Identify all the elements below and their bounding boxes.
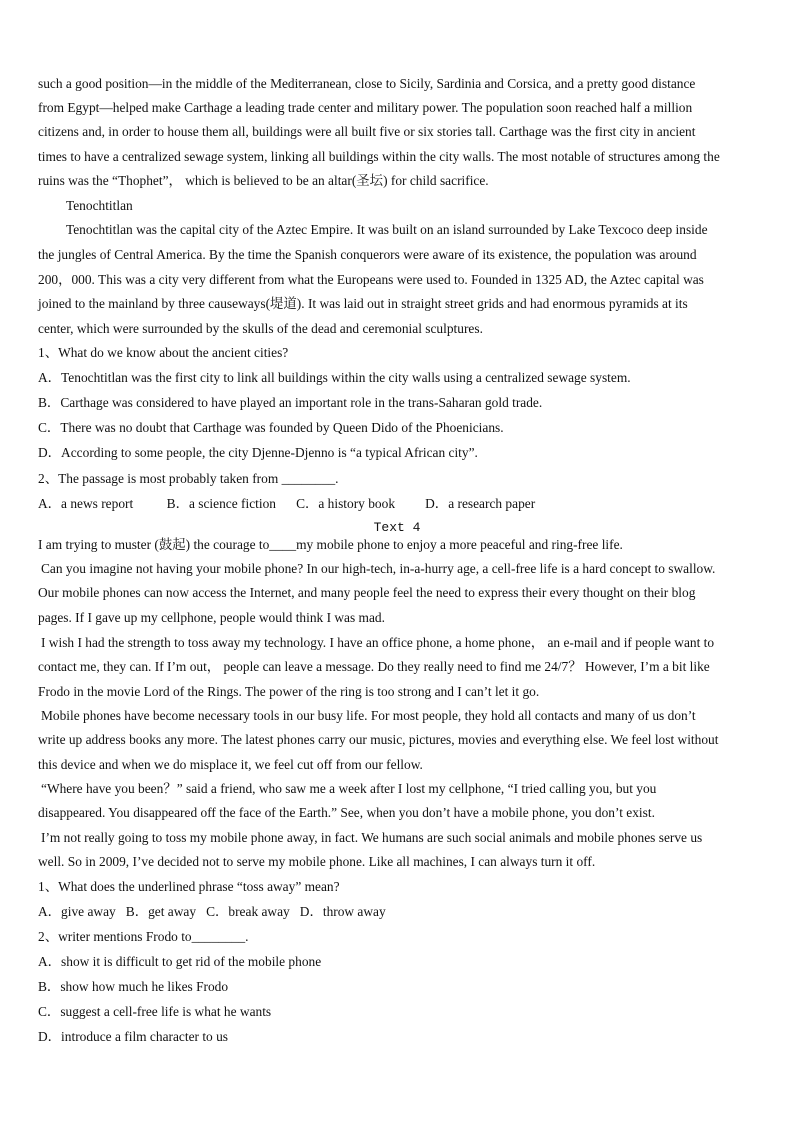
text-line: from Egypt—helped make Carthage a leading trade center and military power. The population soon reached half a million — [38, 100, 693, 115]
text-line: write up address books any more. The latest phones carry our music, pictures, movies and everything else. We feel lost without — [38, 732, 719, 747]
text-line: disappeared. You disappeared off the face of the Earth.” See, when you don’t have a mobile phone, you don’t exist. — [38, 805, 655, 820]
text-line: I am trying to muster (鼓起) the courage to____my mobile phone to enjoy a more peaceful and ring-free life. — [38, 537, 623, 552]
text-line: Frodo in the movie Lord of the Rings. The power of the ring is too strong and I can’t let it go. — [38, 684, 540, 699]
text-line: center, which were surrounded by the skulls of the dead and ceremonial sculptures. — [38, 321, 483, 336]
text-line: contact me, they can. If I’m out， people can leave a message. Do they really need to find me 24/7？ However, I’m a bit like — [38, 659, 710, 674]
text-line: the jungles of Central America. By the time the Spanish conquerors were aware of its existence, the population was around — [38, 247, 697, 262]
text-line: 2、The passage is most probably taken from ________. — [38, 471, 339, 486]
text-line: 1、What does the underlined phrase “toss away” mean? — [38, 879, 340, 894]
text-line: B．Carthage was considered to have played an important role in the trans-Saharan gold trade. — [38, 395, 543, 410]
text-line: this device and when we do misplace it, we feel cut off from our fellow. — [38, 757, 423, 772]
text-line: such a good position—in the middle of the Mediterranean, close to Sicily, Sardinia and Corsica, and a pretty good distance — [38, 76, 696, 91]
text-line: times to have a centralized sewage system, linking all buildings within the city walls. The most notable of structures among the — [38, 149, 720, 164]
text-line: Can you imagine not having your mobile phone? In our high-tech, in-a-hurry age, a cell-free life is a hard concept to swallow. — [41, 561, 716, 576]
text-line: 1、What do we know about the ancient cities? — [38, 345, 289, 360]
text-line: I’m not really going to toss my mobile phone away, in fact. We humans are such social animals and mobile phones serve us — [41, 830, 703, 845]
text-line: “Where have you been？” said a friend, who saw me a week after I lost my cellphone, “I tried calling you, but you — [41, 781, 657, 796]
text-line: D．According to some people, the city Djenne-Djenno is “a typical African city”. — [38, 445, 478, 460]
text-line: A．show it is difficult to get rid of the mobile phone — [38, 954, 322, 969]
text-line: pages. If I gave up my cellphone, people would think I was mad. — [38, 610, 385, 625]
text-line: C．There was no doubt that Carthage was founded by Queen Dido of the Phoenicians. — [38, 420, 504, 435]
text-line: C．suggest a cell-free life is what he wants — [38, 1004, 272, 1019]
text-line: Mobile phones have become necessary tools in our busy life. For most people, they hold all contacts and many of us don’t — [41, 708, 696, 723]
text-line: ruins was the “Thophet”， which is believed to be an altar(圣坛) for child sacrifice. — [38, 173, 489, 188]
text-line: joined to the mainland by three causeways(堤道). It was laid out in straight street grids and had enormous pyramids at its — [38, 296, 688, 311]
text-line: 2、writer mentions Frodo to________. — [38, 929, 249, 944]
text-line: Tenochtitlan was the capital city of the Aztec Empire. It was built on an island surrounded by Lake Texcoco deep inside — [66, 222, 708, 237]
text-line: A．give away B．get away C．break away D．throw away — [38, 904, 386, 919]
text-line: well. So in 2009, I’ve decided not to serve my mobile phone. Like all machines, I can always turn it off. — [38, 854, 596, 869]
text-line: B．show how much he likes Frodo — [38, 979, 229, 994]
text-line: D．introduce a film character to us — [38, 1029, 228, 1044]
text-line: citizens and, in order to house them all, buildings were all built five or six stories tall. Carthage was the first city in ancient — [38, 124, 696, 139]
text-line: Our mobile phones can now access the Internet, and many people feel the need to express their every thought on their blog — [38, 585, 696, 600]
text-line: A．Tenochtitlan was the first city to link all buildings within the city walls using a centralized sewage system. — [38, 370, 631, 385]
text-line: 200，000. This was a city very different from what the Europeans were used to. Founded in 1325 AD, the Aztec capital was — [38, 272, 704, 287]
text-line: I wish I had the strength to toss away my technology. I have an office phone, a home phone， an e-mail and if people want to — [41, 635, 715, 650]
section-heading: Text 4 — [373, 520, 421, 535]
text-line: Tenochtitlan — [66, 198, 133, 213]
text-line: A．a news report B．a science fiction C．a history book D．a research paper — [38, 496, 536, 511]
